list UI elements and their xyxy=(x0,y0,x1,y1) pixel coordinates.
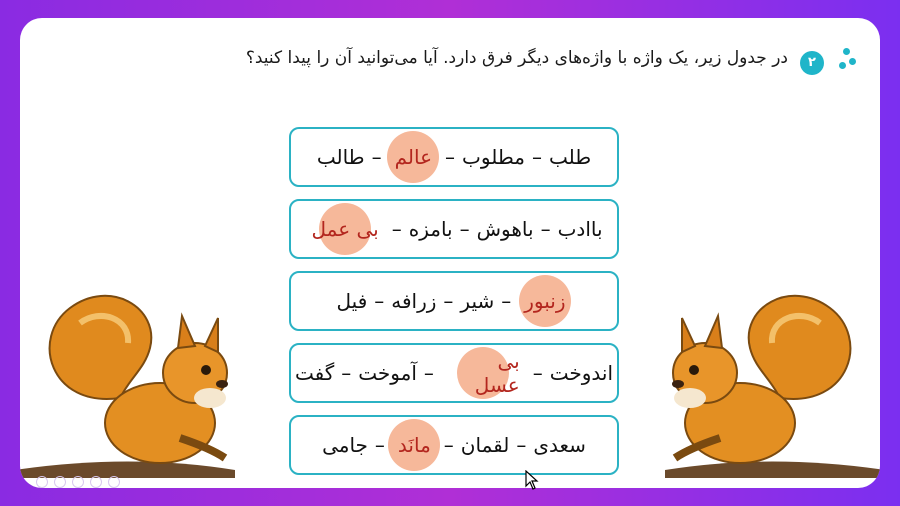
word: باادب xyxy=(557,217,603,241)
tool-dot-icon[interactable] xyxy=(72,476,84,488)
tool-dot-icon[interactable] xyxy=(54,476,66,488)
word-row xyxy=(289,199,619,259)
word-separator: – xyxy=(531,145,542,169)
leaf-icon xyxy=(849,58,856,65)
word-separator: – xyxy=(443,433,454,457)
word-separator: – xyxy=(445,145,456,169)
squirrel-icon xyxy=(20,248,240,478)
word: فیل xyxy=(336,289,368,313)
word: شیر xyxy=(460,289,495,313)
question-text: در جدول زیر، یک واژه با واژه‌های دیگر فرق دارد. آیا می‌توانید آن را پیدا کنید؟ xyxy=(245,48,788,68)
word-separator: – xyxy=(371,145,382,169)
word-separator: – xyxy=(459,217,470,241)
worksheet-card xyxy=(20,18,880,488)
word: گفت xyxy=(295,361,335,385)
word: باهوش xyxy=(476,217,534,241)
word-separator: – xyxy=(501,289,512,313)
squirrel-icon xyxy=(660,248,880,478)
word-separator: – xyxy=(516,433,527,457)
word-separator: – xyxy=(443,289,454,313)
word-separator: – xyxy=(374,433,385,457)
word: لقمان xyxy=(460,433,510,457)
tool-dot-icon[interactable] xyxy=(108,476,120,488)
word: مطلوب xyxy=(462,145,525,169)
odd-word-highlighted: زنبور xyxy=(518,289,571,313)
word: جامی xyxy=(322,433,368,457)
question-number: ۲ xyxy=(800,51,824,75)
odd-word-highlighted: عالم xyxy=(389,145,438,169)
word-separator: – xyxy=(374,289,385,313)
leaf-icon xyxy=(843,48,850,55)
odd-word-highlighted: مانَد xyxy=(392,433,437,457)
leaf-icon xyxy=(839,62,846,69)
odd-word-highlighted: بی عسل xyxy=(441,349,526,397)
tool-dot-icon[interactable] xyxy=(36,476,48,488)
word-row xyxy=(289,127,619,187)
word-row xyxy=(289,415,619,475)
word-separator: – xyxy=(423,361,434,385)
word: سعدی xyxy=(533,433,586,457)
odd-word-highlighted: بی عمل xyxy=(305,217,384,241)
word: اندوخت xyxy=(549,361,613,385)
word: طالب xyxy=(316,145,365,169)
word-separator: – xyxy=(341,361,352,385)
word-row xyxy=(289,271,619,331)
word: طلب xyxy=(548,145,592,169)
player-toolbar xyxy=(36,476,120,488)
word-row xyxy=(289,343,619,403)
word-separator: – xyxy=(540,217,551,241)
word-separator: – xyxy=(391,217,402,241)
word: زرافه xyxy=(391,289,437,313)
word: بامزه xyxy=(408,217,453,241)
word-separator: – xyxy=(532,361,543,385)
tool-dot-icon[interactable] xyxy=(90,476,102,488)
word: آموخت xyxy=(358,361,417,385)
mouse-cursor-icon xyxy=(525,470,539,490)
